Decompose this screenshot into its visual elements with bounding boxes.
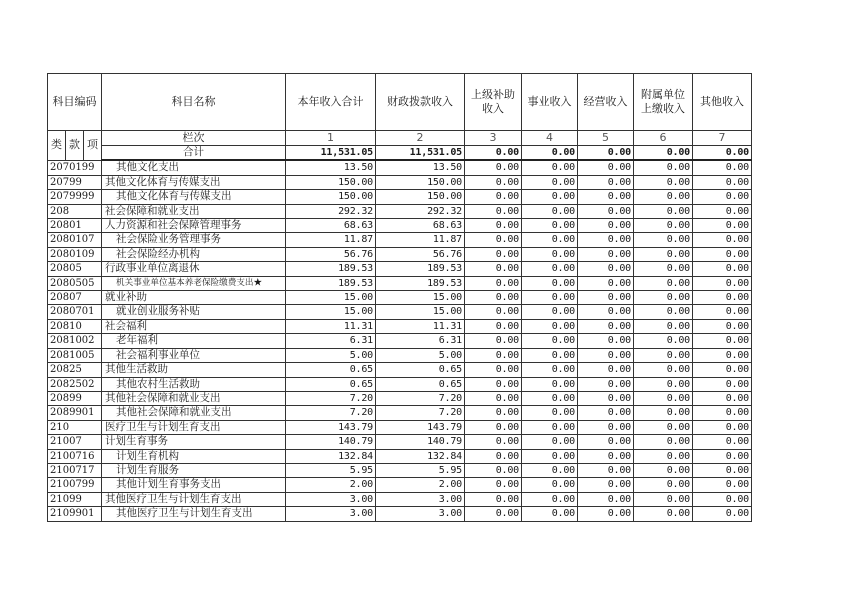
amount-cell: 292.32 [286,204,376,218]
subject-name: 其他计划生育事务支出 [102,478,286,492]
amount-cell: 15.00 [286,305,376,319]
header-fiscal: 财政拨款收入 [376,74,465,131]
total-value: 11,531.05 [376,146,465,161]
amount-cell: 15.00 [376,291,465,305]
amount-cell: 0.00 [522,190,578,204]
subject-code: 2079999 [48,190,102,204]
total-row [48,146,752,161]
amount-cell: 0.00 [578,348,634,362]
amount-cell: 6.31 [376,334,465,348]
header-code: 科目编码 [48,74,102,131]
amount-cell: 150.00 [376,190,465,204]
amount-cell: 0.00 [578,449,634,463]
amount-cell: 0.00 [465,233,522,247]
amount-cell: 0.00 [693,204,752,218]
subject-name: 社会保障和就业支出 [102,204,286,218]
subject-code: 2080107 [48,233,102,247]
amount-cell: 0.00 [693,492,752,506]
amount-cell: 0.00 [634,233,693,247]
table-row [48,334,752,348]
amount-cell: 0.00 [522,175,578,189]
header-upper-subsidy-line1: 上级补助 [471,88,515,101]
amount-cell: 140.79 [376,435,465,449]
amount-cell: 150.00 [376,175,465,189]
amount-cell: 2.00 [376,478,465,492]
amount-cell: 0.00 [634,420,693,434]
amount-cell: 0.00 [522,420,578,434]
table-row [48,478,752,492]
amount-cell: 0.00 [522,348,578,362]
table-row [48,319,752,333]
amount-cell: 0.00 [693,391,752,405]
amount-cell: 0.00 [465,219,522,233]
amount-cell: 0.00 [578,478,634,492]
subject-code: 2109901 [48,507,102,521]
amount-cell: 0.00 [578,233,634,247]
total-value: 0.00 [465,146,522,161]
table-row [48,276,752,290]
amount-cell: 0.00 [465,276,522,290]
subject-name: 其他生活救助 [102,363,286,377]
amount-cell: 2.00 [286,478,376,492]
header-upper-subsidy [465,74,522,131]
amount-cell: 0.00 [693,319,752,333]
header-other: 其他收入 [693,74,752,131]
amount-cell: 0.00 [634,262,693,276]
amount-cell: 0.00 [634,219,693,233]
amount-cell: 0.00 [693,305,752,319]
subject-code: 2081002 [48,334,102,348]
amount-cell: 0.00 [634,377,693,391]
amount-cell: 0.00 [465,247,522,261]
amount-cell: 0.00 [522,319,578,333]
amount-cell: 56.76 [286,247,376,261]
subject-name: 其他社会保障和就业支出 [102,391,286,405]
amount-cell: 0.00 [522,492,578,506]
amount-cell: 0.00 [634,291,693,305]
amount-cell: 0.00 [578,305,634,319]
amount-cell: 0.00 [578,319,634,333]
subject-name: 就业补助 [102,291,286,305]
amount-cell: 0.00 [634,449,693,463]
total-value: 0.00 [578,146,634,161]
total-value: 0.00 [693,146,752,161]
amount-cell: 0.00 [465,204,522,218]
subject-code: 2081005 [48,348,102,362]
amount-cell: 189.53 [286,262,376,276]
amount-cell: 0.65 [286,363,376,377]
amount-cell: 11.31 [376,319,465,333]
amount-cell: 0.00 [693,219,752,233]
amount-cell: 0.00 [634,463,693,477]
amount-cell: 0.00 [578,420,634,434]
amount-cell: 0.00 [522,276,578,290]
table-row [48,507,752,521]
subject-code: 21099 [48,492,102,506]
subject-code: 2080701 [48,305,102,319]
amount-cell: 3.00 [286,507,376,521]
amount-cell: 0.00 [634,435,693,449]
amount-cell: 68.63 [286,219,376,233]
column-number: 6 [634,131,693,146]
subject-code: 20825 [48,363,102,377]
amount-cell: 0.00 [578,190,634,204]
amount-cell: 0.00 [522,247,578,261]
amount-cell: 5.95 [376,463,465,477]
table-row [48,175,752,189]
amount-cell: 0.00 [634,204,693,218]
amount-cell: 143.79 [286,420,376,434]
table-row [48,233,752,247]
header-lanci: 栏次 [102,131,286,146]
amount-cell: 0.00 [693,463,752,477]
amount-cell: 0.00 [522,219,578,233]
amount-cell: 0.00 [578,219,634,233]
amount-cell: 0.00 [522,449,578,463]
amount-cell: 0.00 [693,420,752,434]
table-row [48,420,752,434]
amount-cell: 0.00 [465,175,522,189]
subject-code: 2070199 [48,160,102,175]
amount-cell: 0.00 [465,190,522,204]
subject-code: 2089901 [48,406,102,420]
subject-code: 210 [48,420,102,434]
subject-name: 其他医疗卫生与计划生育支出 [102,507,286,521]
amount-cell: 5.00 [376,348,465,362]
amount-cell: 5.00 [286,348,376,362]
subject-code: 20805 [48,262,102,276]
subject-name: 人力资源和社会保障管理事务 [102,219,286,233]
amount-cell: 150.00 [286,175,376,189]
subject-code: 2080505 [48,276,102,290]
amount-cell: 0.00 [522,377,578,391]
total-value: 11,531.05 [286,146,376,161]
header-name: 科目名称 [102,74,286,131]
header-row [48,74,752,131]
amount-cell: 189.53 [376,276,465,290]
amount-cell: 0.00 [693,190,752,204]
amount-cell: 7.20 [376,391,465,405]
amount-cell: 0.00 [578,363,634,377]
amount-cell: 0.00 [578,391,634,405]
amount-cell: 0.00 [522,291,578,305]
amount-cell: 150.00 [286,190,376,204]
column-number: 3 [465,131,522,146]
amount-cell: 0.00 [634,478,693,492]
amount-cell: 0.00 [693,233,752,247]
amount-cell: 0.00 [693,478,752,492]
amount-cell: 0.00 [465,435,522,449]
amount-cell: 0.00 [693,291,752,305]
subject-name: 其他文化体育与传媒支出 [102,190,286,204]
amount-cell: 0.65 [376,363,465,377]
subject-code: 20810 [48,319,102,333]
amount-cell: 0.65 [286,377,376,391]
amount-cell: 0.00 [693,262,752,276]
amount-cell: 0.00 [634,334,693,348]
subject-name: 其他医疗卫生与计划生育支出 [102,492,286,506]
amount-cell: 0.00 [465,463,522,477]
amount-cell: 0.00 [465,160,522,175]
amount-cell: 0.00 [578,262,634,276]
amount-cell: 0.00 [693,175,752,189]
amount-cell: 0.00 [578,435,634,449]
amount-cell: 0.65 [376,377,465,391]
amount-cell: 0.00 [465,291,522,305]
amount-cell: 0.00 [522,406,578,420]
table-row [48,291,752,305]
table-row [48,463,752,477]
subject-name: 社会福利 [102,319,286,333]
amount-cell: 0.00 [578,247,634,261]
amount-cell: 0.00 [693,334,752,348]
header-affiliated [634,74,693,131]
amount-cell: 143.79 [376,420,465,434]
amount-cell: 0.00 [693,160,752,175]
amount-cell: 0.00 [578,377,634,391]
subject-code: 20899 [48,391,102,405]
amount-cell: 0.00 [693,377,752,391]
subject-code: 208 [48,204,102,218]
header-operating: 经营收入 [578,74,634,131]
amount-cell: 0.00 [522,305,578,319]
table-row [48,449,752,463]
amount-cell: 0.00 [634,190,693,204]
amount-cell: 11.31 [286,319,376,333]
amount-cell: 0.00 [465,377,522,391]
column-number: 1 [286,131,376,146]
subject-code: 20807 [48,291,102,305]
amount-cell: 0.00 [578,160,634,175]
amount-cell: 132.84 [286,449,376,463]
subject-code: 21007 [48,435,102,449]
amount-cell: 0.00 [693,276,752,290]
amount-cell: 0.00 [522,262,578,276]
header-lei: 类 [48,131,66,161]
table-row [48,492,752,506]
amount-cell: 0.00 [578,175,634,189]
amount-cell: 0.00 [522,463,578,477]
amount-cell: 0.00 [693,449,752,463]
amount-cell: 0.00 [465,478,522,492]
amount-cell: 5.95 [286,463,376,477]
amount-cell: 0.00 [522,160,578,175]
table-row [48,262,752,276]
subject-name: 社会保险经办机构 [102,247,286,261]
subject-code: 2100799 [48,478,102,492]
amount-cell: 189.53 [286,276,376,290]
amount-cell: 0.00 [465,348,522,362]
subject-name: 老年福利 [102,334,286,348]
amount-cell: 0.00 [578,463,634,477]
amount-cell: 15.00 [376,305,465,319]
subject-code: 2100716 [48,449,102,463]
amount-cell: 0.00 [465,492,522,506]
amount-cell: 0.00 [693,247,752,261]
amount-cell: 0.00 [578,276,634,290]
header-kuan: 款 [66,131,84,161]
subject-name: 就业创业服务补贴 [102,305,286,319]
amount-cell: 3.00 [376,492,465,506]
subject-name: 计划生育机构 [102,449,286,463]
amount-cell: 0.00 [693,363,752,377]
amount-cell: 0.00 [634,348,693,362]
subject-name: 行政事业单位离退休 [102,262,286,276]
table-row [48,305,752,319]
amount-cell: 0.00 [634,276,693,290]
amount-cell: 0.00 [578,406,634,420]
amount-cell: 0.00 [522,363,578,377]
amount-cell: 0.00 [465,334,522,348]
amount-cell: 0.00 [465,305,522,319]
amount-cell: 0.00 [465,406,522,420]
table-row [48,391,752,405]
amount-cell: 0.00 [522,334,578,348]
table-row [48,363,752,377]
table-row [48,435,752,449]
subject-name: 机关事业单位基本养老保险缴费支出★ [102,276,286,290]
amount-cell: 15.00 [286,291,376,305]
amount-cell: 68.63 [376,219,465,233]
subject-name: 医疗卫生与计划生育支出 [102,420,286,434]
subject-name: 其他文化支出 [102,160,286,175]
amount-cell: 7.20 [376,406,465,420]
subject-name: 计划生育服务 [102,463,286,477]
column-number: 4 [522,131,578,146]
amount-cell: 0.00 [522,478,578,492]
amount-cell: 140.79 [286,435,376,449]
header-business: 事业收入 [522,74,578,131]
amount-cell: 0.00 [522,233,578,247]
header-affiliated-line1: 附属单位 [641,88,685,101]
amount-cell: 0.00 [522,507,578,521]
subject-name: 其他文化体育与传媒支出 [102,175,286,189]
amount-cell: 0.00 [465,420,522,434]
column-number: 2 [376,131,465,146]
amount-cell: 0.00 [465,391,522,405]
amount-cell: 292.32 [376,204,465,218]
amount-cell: 0.00 [578,507,634,521]
amount-cell: 6.31 [286,334,376,348]
amount-cell: 7.20 [286,406,376,420]
amount-cell: 0.00 [578,291,634,305]
table-row [48,406,752,420]
amount-cell: 13.50 [376,160,465,175]
total-value: 0.00 [634,146,693,161]
amount-cell: 0.00 [634,247,693,261]
amount-cell: 0.00 [693,507,752,521]
amount-cell: 132.84 [376,449,465,463]
amount-cell: 0.00 [634,406,693,420]
header-total-income: 本年收入合计 [286,74,376,131]
header-xiang: 项 [84,131,102,161]
amount-cell: 0.00 [522,204,578,218]
column-number: 5 [578,131,634,146]
amount-cell: 11.87 [376,233,465,247]
amount-cell: 0.00 [578,492,634,506]
subject-name: 社会保险业务管理事务 [102,233,286,247]
amount-cell: 11.87 [286,233,376,247]
subject-name: 社会福利事业单位 [102,348,286,362]
amount-cell: 0.00 [634,175,693,189]
amount-cell: 3.00 [286,492,376,506]
amount-cell: 0.00 [465,262,522,276]
subject-code: 20799 [48,175,102,189]
amount-cell: 0.00 [578,204,634,218]
subject-name: 其他社会保障和就业支出 [102,406,286,420]
table-row [48,190,752,204]
table-row [48,160,752,175]
amount-cell: 0.00 [465,507,522,521]
header-affiliated-line2: 上缴收入 [641,102,685,115]
amount-cell: 0.00 [578,334,634,348]
amount-cell: 0.00 [634,305,693,319]
amount-cell: 0.00 [465,363,522,377]
amount-cell: 3.00 [376,507,465,521]
amount-cell: 13.50 [286,160,376,175]
amount-cell: 0.00 [634,391,693,405]
amount-cell: 0.00 [693,406,752,420]
table-row [48,247,752,261]
subject-code: 2100717 [48,463,102,477]
amount-cell: 0.00 [634,492,693,506]
subject-code: 20801 [48,219,102,233]
amount-cell: 0.00 [693,348,752,362]
amount-cell: 0.00 [465,319,522,333]
amount-cell: 189.53 [376,262,465,276]
total-value: 0.00 [522,146,578,161]
total-label: 合计 [102,146,286,161]
table-row [48,219,752,233]
amount-cell: 0.00 [634,319,693,333]
income-table [47,73,752,522]
table-row [48,204,752,218]
subject-code: 2082502 [48,377,102,391]
amount-cell: 0.00 [634,507,693,521]
amount-cell: 0.00 [634,363,693,377]
subject-code: 2080109 [48,247,102,261]
amount-cell: 0.00 [522,435,578,449]
amount-cell: 0.00 [522,391,578,405]
amount-cell: 0.00 [634,160,693,175]
subject-name: 其他农村生活救助 [102,377,286,391]
table-row [48,348,752,362]
amount-cell: 56.76 [376,247,465,261]
amount-cell: 0.00 [693,435,752,449]
column-number: 7 [693,131,752,146]
header-upper-subsidy-line2: 收入 [482,102,504,115]
subject-name: 计划生育事务 [102,435,286,449]
amount-cell: 0.00 [465,449,522,463]
table-row [48,377,752,391]
amount-cell: 7.20 [286,391,376,405]
column-number-row [48,131,752,146]
